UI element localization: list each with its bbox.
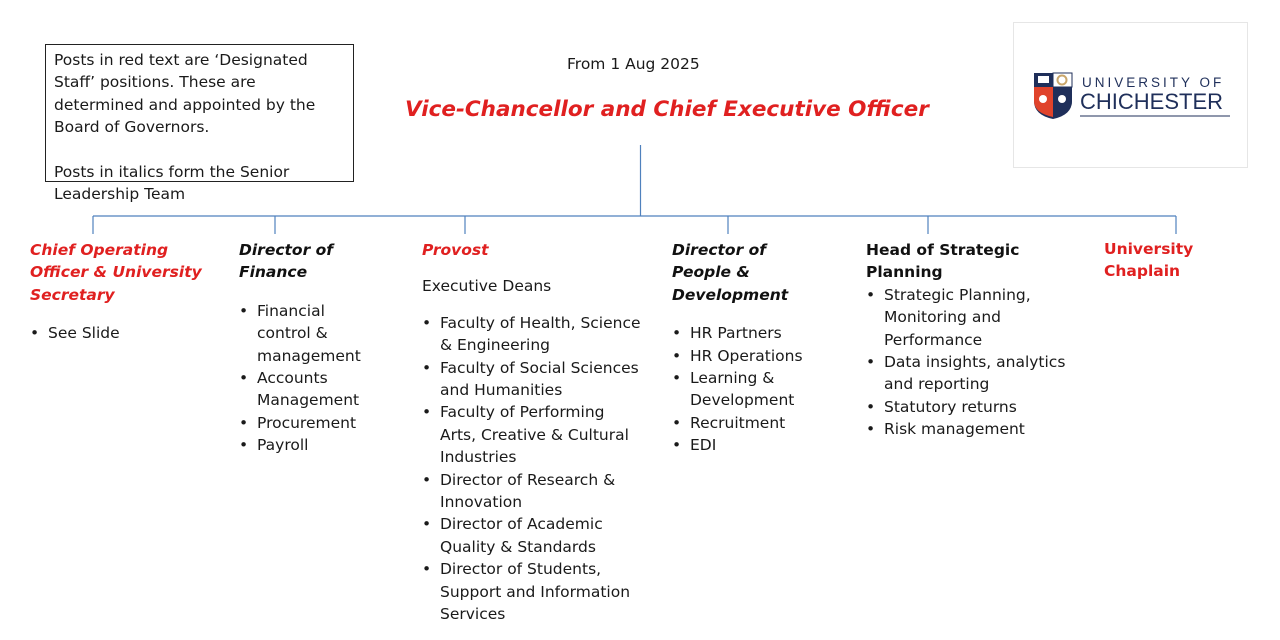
list-item: • Payroll xyxy=(239,434,369,456)
list-item: • Learning & Development xyxy=(672,367,822,412)
list-item: • Director of Academic Quality & Standards xyxy=(422,513,644,558)
org-box-people-development xyxy=(672,239,822,457)
list-item: • Faculty of Social Sciences and Humanities xyxy=(422,357,644,402)
strategic-planning-responsibilities xyxy=(866,284,1066,441)
list-item: • Data insights, analytics and reporting xyxy=(866,351,1066,396)
list-item: • Faculty of Performing Arts, Creative & Cultural Industries xyxy=(422,401,644,468)
finance-responsibilities xyxy=(239,300,369,457)
legend-designated-staff-note: Posts in red text are ‘Designated Staff’ positions. These are determined and appointed by the Board of Governors. xyxy=(54,51,316,137)
list-item: • Procurement xyxy=(239,412,369,434)
role-coo-university-secretary: Chief Operating Officer & University Secretary xyxy=(30,241,202,304)
list-item: • Recruitment xyxy=(672,412,822,434)
people-development-responsibilities xyxy=(672,322,822,456)
logo-text-line2: CHICHESTER xyxy=(1080,89,1224,114)
list-item: • EDI xyxy=(672,434,822,456)
role-university-chaplain: University Chaplain xyxy=(1104,240,1194,281)
role-provost: Provost xyxy=(422,241,489,259)
org-box-finance xyxy=(239,239,369,457)
list-item: • See Slide xyxy=(30,322,215,344)
list-item: • Financial control & management xyxy=(239,300,369,367)
effective-date: From 1 Aug 2025 xyxy=(567,55,700,73)
list-item: • Statutory returns xyxy=(866,396,1066,418)
legend-senior-leadership-note: Posts in italics form the Senior Leadership Team xyxy=(54,162,290,204)
list-item: • Director of Research & Innovation xyxy=(422,469,644,514)
logo-text-line1: UNIVERSITY OF xyxy=(1082,75,1225,90)
role-director-of-finance: Director of Finance xyxy=(239,241,334,282)
list-item: • HR Operations xyxy=(672,345,822,367)
chart-title: Vice-Chancellor and Chief Executive Officer xyxy=(405,97,929,122)
coo-responsibilities xyxy=(30,322,215,344)
org-box-strategic-planning xyxy=(866,239,1066,441)
list-item: • Director of Students, Support and Information Services xyxy=(422,558,644,625)
org-box-coo xyxy=(30,239,215,345)
org-box-chaplain xyxy=(1104,238,1274,283)
executive-deans-label: Executive Deans xyxy=(422,277,552,296)
list-item: • Risk management xyxy=(866,418,1066,440)
role-head-of-strategic-planning: Head of Strategic Planning xyxy=(866,241,1020,282)
list-item: • HR Partners xyxy=(672,322,822,344)
provost-responsibilities xyxy=(422,312,644,626)
list-item: • Strategic Planning, Monitoring and Performance xyxy=(866,284,1066,351)
role-director-of-people-development: Director of People & Development xyxy=(672,241,789,304)
list-item: • Accounts Management xyxy=(239,367,369,412)
org-box-provost xyxy=(422,239,644,626)
list-item: • Faculty of Health, Science & Engineering xyxy=(422,312,644,357)
